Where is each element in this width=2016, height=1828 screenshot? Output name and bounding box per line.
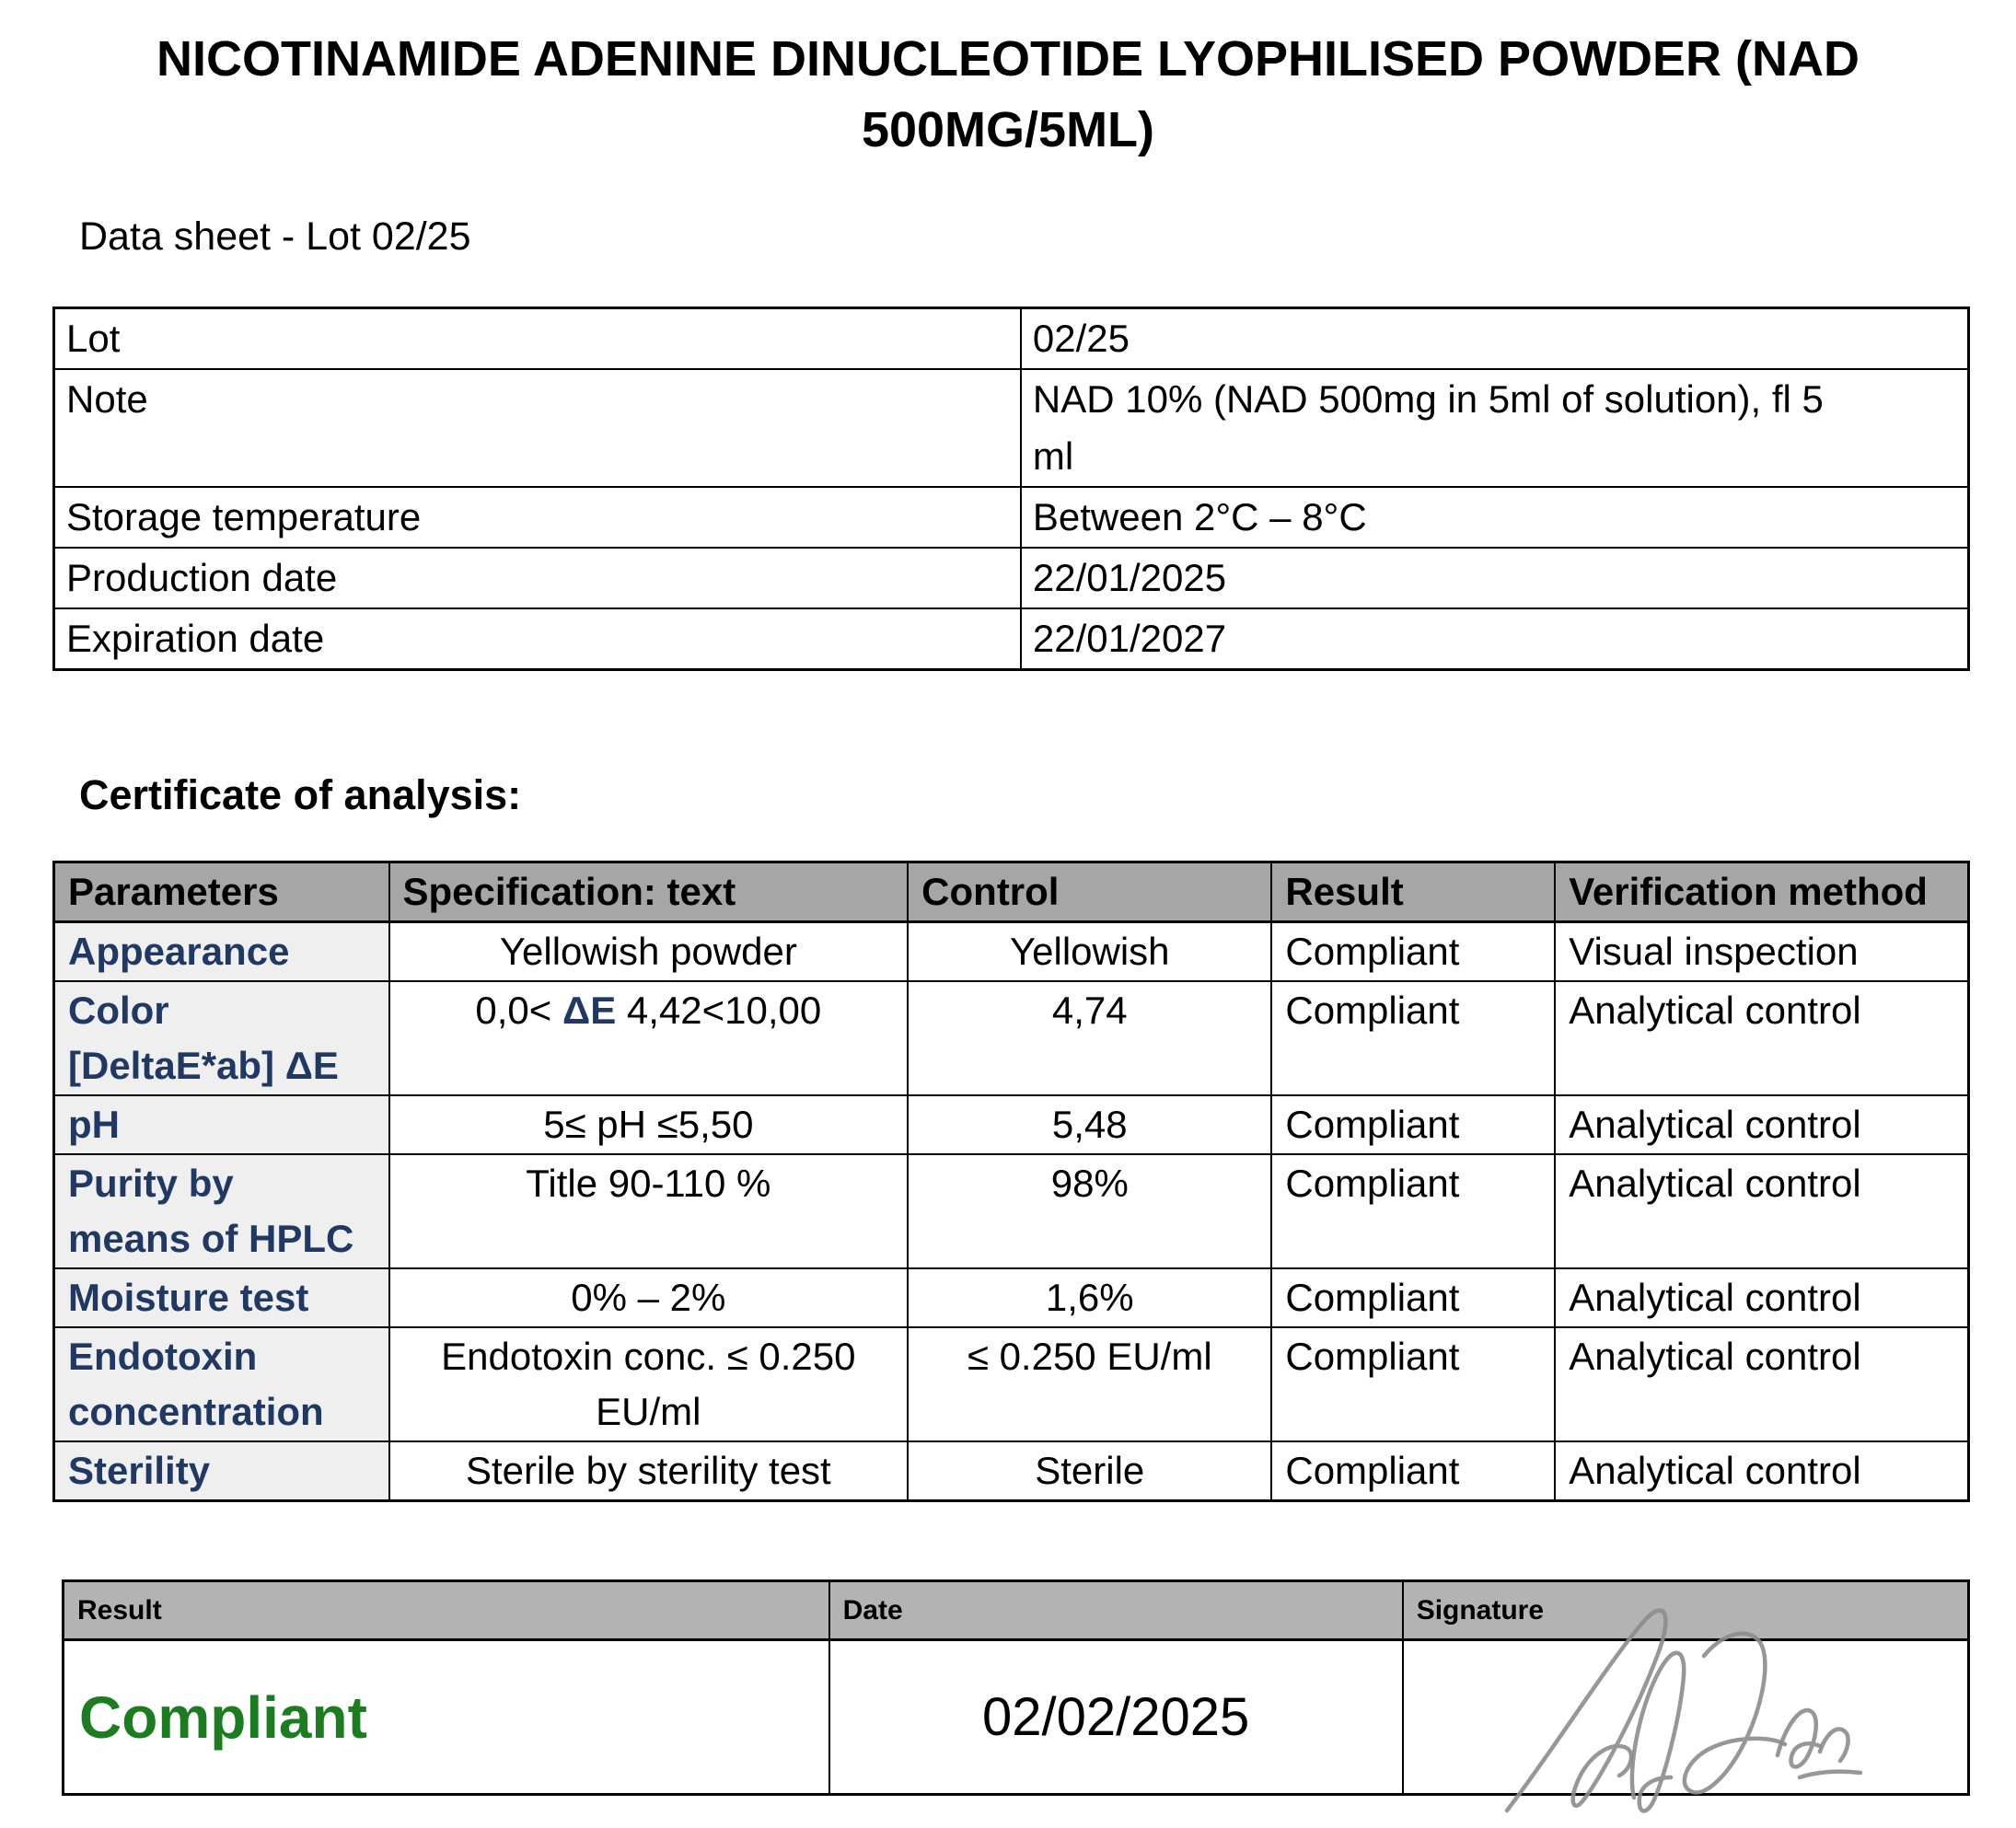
info-value: NAD 10% (NAD 500mg in 5ml of solution), fl 5 ml <box>1021 369 1969 487</box>
info-label: Production date <box>54 548 1021 608</box>
specification-value: 0% – 2% <box>389 1268 909 1327</box>
row-result-value: Compliant <box>1271 1268 1555 1327</box>
delta-e-label: ΔE <box>562 989 617 1033</box>
verification-method: Analytical control <box>1555 1441 1968 1501</box>
control-value: 5,48 <box>908 1095 1271 1154</box>
verification-method: Analytical control <box>1555 981 1968 1095</box>
coa-row <box>54 922 1969 982</box>
signature-cell <box>1403 1640 1969 1795</box>
final-result-table <box>62 1579 1970 1796</box>
coa-heading: Certificate of analysis: <box>79 771 522 819</box>
final-result-value: Compliant <box>64 1640 829 1795</box>
coa-row <box>54 1441 1969 1501</box>
info-label: Expiration date <box>54 608 1021 670</box>
verification-method: Analytical control <box>1555 1327 1968 1441</box>
control-value: Sterile <box>908 1441 1271 1501</box>
row-result-value: Compliant <box>1271 1327 1555 1441</box>
verification-method: Analytical control <box>1555 1268 1968 1327</box>
parameter-name: Moisture test <box>54 1268 389 1327</box>
final-date-header: Date <box>829 1581 1403 1640</box>
certificate-of-analysis-table <box>52 861 1970 1502</box>
parameter-name: Endotoxin concentration <box>54 1327 389 1441</box>
document-page <box>0 24 2016 1796</box>
coa-column-header: Specification: text <box>389 862 909 922</box>
info-label: Note <box>54 369 1021 487</box>
specification-value: Sterile by sterility test <box>389 1441 909 1501</box>
coa-column-header: Parameters <box>54 862 389 922</box>
info-label: Storage temperature <box>54 487 1021 548</box>
parameter-name: Sterility <box>54 1441 389 1501</box>
control-value: 4,74 <box>908 981 1271 1095</box>
specification-value <box>389 981 909 1095</box>
coa-column-header: Verification method <box>1555 862 1968 922</box>
info-value: 22/01/2025 <box>1021 548 1969 608</box>
parameter-name: pH <box>54 1095 389 1154</box>
coa-row <box>54 1327 1969 1441</box>
final-header-row <box>64 1581 1969 1640</box>
row-result-value: Compliant <box>1271 922 1555 982</box>
coa-row <box>54 1154 1969 1268</box>
datasheet-subtitle: Data sheet - Lot 02/25 <box>79 214 471 260</box>
spec-text-post: 4,42<10,00 <box>616 989 822 1033</box>
verification-method: Analytical control <box>1555 1154 1968 1268</box>
info-label: Lot <box>54 308 1021 370</box>
coa-header-row <box>54 862 1969 922</box>
info-value: 22/01/2027 <box>1021 608 1969 670</box>
info-row <box>54 487 1969 548</box>
coa-row <box>54 1095 1969 1154</box>
row-result-value: Compliant <box>1271 1154 1555 1268</box>
coa-column-header: Result <box>1271 862 1555 922</box>
final-result-header: Result <box>64 1581 829 1640</box>
control-value: Yellowish <box>908 922 1271 982</box>
row-result-value: Compliant <box>1271 1095 1555 1154</box>
coa-row <box>54 981 1969 1095</box>
specification-value: Yellowish powder <box>389 922 909 982</box>
lot-info-table <box>52 307 1970 671</box>
verification-method: Visual inspection <box>1555 922 1968 982</box>
specification-value: Title 90-110 % <box>389 1154 909 1268</box>
specification-value: 5≤ pH ≤5,50 <box>389 1095 909 1154</box>
specification-value: Endotoxin conc. ≤ 0.250 EU/ml <box>389 1327 909 1441</box>
info-value: 02/25 <box>1021 308 1969 370</box>
control-value: ≤ 0.250 EU/ml <box>908 1327 1271 1441</box>
row-result-value: Compliant <box>1271 981 1555 1095</box>
coa-row <box>54 1268 1969 1327</box>
coa-column-header: Control <box>908 862 1271 922</box>
final-date-value: 02/02/2025 <box>829 1640 1403 1795</box>
control-value: 1,6% <box>908 1268 1271 1327</box>
info-row <box>54 308 1969 370</box>
document-title: NICOTINAMIDE ADENINE DINUCLEOTIDE LYOPHILISED POWDER (NAD 500MG/5ML) <box>156 31 1860 157</box>
final-value-row <box>64 1640 1969 1795</box>
parameter-name: Color [DeltaE*ab] ΔE <box>54 981 389 1095</box>
verification-method: Analytical control <box>1555 1095 1968 1154</box>
parameter-name: Purity by means of HPLC <box>54 1154 389 1268</box>
info-value: Between 2°C – 8°C <box>1021 487 1969 548</box>
final-signature-header: Signature <box>1403 1581 1969 1640</box>
control-value: 98% <box>908 1154 1271 1268</box>
row-result-value: Compliant <box>1271 1441 1555 1501</box>
spec-text-pre: 0,0< <box>475 989 562 1033</box>
info-row <box>54 608 1969 670</box>
info-row <box>54 369 1969 487</box>
info-row <box>54 548 1969 608</box>
parameter-name: Appearance <box>54 922 389 982</box>
